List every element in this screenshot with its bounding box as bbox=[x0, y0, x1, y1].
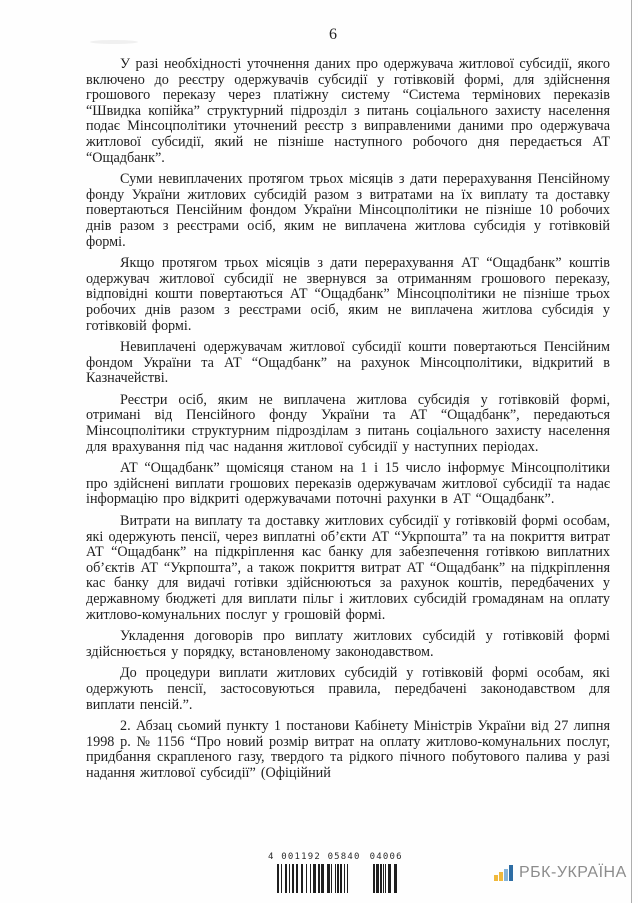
document-body bbox=[86, 57, 610, 788]
barcode-addon-digits: 04006 bbox=[369, 852, 403, 862]
paragraph: До процедури виплати житлових субсидій у готівковій формі особам, які одержують пенсії, застосовуються правила, передбачені законодавством для виплати пенсій.”. bbox=[86, 665, 610, 713]
paragraph: Укладення договорів про виплату житлових субсидій у готівковій формі здійснюється у порядку, встановленому законодавством. bbox=[86, 628, 610, 660]
logo-bar bbox=[494, 875, 498, 881]
barcode bbox=[268, 852, 403, 893]
paragraph: АТ “Ощадбанк” щомісяця станом на 1 і 15 число інформує Мінсоцполітики про здійснені виплати грошових переказів одержувачам житлової субсидії та надає інформацію про відкриті одержувачами поточні рахунки в АТ “Ощадбанк”. bbox=[86, 460, 610, 508]
logo-bar bbox=[509, 865, 513, 881]
barcode-space bbox=[397, 864, 400, 893]
news-agency-watermark bbox=[494, 864, 627, 882]
barcode-main-bars bbox=[277, 864, 351, 893]
paragraph: Витрати на виплату та доставку житлових субсидії у готівковій формі особам, які одержують пенсії, через виплатні об’єкти АТ “Укрпошта” та на покриття витрат АТ “Ощадбанк” на підкріплення кас банку для забезпечення готівкою виплатних об’єктів АТ “Укрпошта”, а також покриття витрат АТ “Ощадбанк” на підкріплення кас банку для видачі готівки здійснюються за рахунок коштів, передбачених у державному бюджеті для виплати пільг і житлових субсидій громадянам на оплату житлово-комунальних послуг у грошовій формі. bbox=[86, 513, 610, 623]
logo-bar bbox=[499, 872, 503, 881]
watermark-label: РБК-УКРАЇНА bbox=[519, 864, 627, 881]
barcode-addon-group bbox=[370, 852, 403, 893]
page-number: 6 bbox=[329, 26, 337, 43]
paragraph: Невиплачені одержувачам житлової субсидії кошти повертаються Пенсійним фондом України та АТ “Ощадбанк” на рахунок Мінсоцполітики, відкритий в Казначействі. bbox=[86, 339, 610, 387]
paragraph: У разі необхідності уточнення даних про одержувача житлової субсидії, якого включено до реєстру одержувачів субсидії у готівковій формі, для здійснення грошового переказу через платіжну систему “Система термінових переказів “Швидка копійка” структурний підрозділ з питань соціального захисту населення подає Мінсоцполітики уточнений реєстр з виправленими даними про одержувача житлової субсидії, який не пізніше наступного робочого дня передається АТ “Ощадбанк”. bbox=[86, 56, 610, 166]
paragraph: Реєстри осіб, яким не виплачена житлова субсидія у готівковій формі, отримані від Пенсійного фонду України та АТ “Ощадбанк”, передаються Мінсоцполітики структурним підрозділам з питань соціального захисту населення для врахування під час надання житлової субсидії у наступних періодах. bbox=[86, 391, 610, 455]
scan-edge-artifact bbox=[631, 0, 632, 903]
bar-chart-logo-icon bbox=[494, 865, 513, 881]
barcode-space bbox=[348, 864, 351, 893]
logo-bar bbox=[504, 869, 508, 881]
barcode-addon-bars bbox=[373, 864, 400, 893]
barcode-main-group bbox=[268, 852, 361, 893]
paragraph: Суми невиплачених протягом трьох місяців з дати перерахування Пенсійному фонду України житлових субсидій разом з витратами на їх виплату та доставку повертаються Пенсійним фондом України Мінсоцполітики не пізніше 10 робочих днів разом з реєстрами осіб, яким не виплачена житлова субсидія у готівковій формі. bbox=[86, 171, 610, 250]
paragraph: Якщо протягом трьох місяців з дати перерахування АТ “Ощадбанк” коштів одержувач житлової субсидії не звернувся за отриманням грошового переказу, відповідні кошти повертаються АТ “Ощадбанк” Мінсоцполітики не пізніше трьох робочих днів разом з реєстрами осіб, яким не виплачена житлова субсидія у готівковій формі. bbox=[86, 255, 610, 334]
paragraph: 2. Абзац сьомий пункту 1 постанови Кабінету Міністрів України від 27 липня 1998 р. № 1156 “Про новий розмір витрат на оплату житлово-комунальних послуг, придбання скрапленого газу, твердого та рідкого пічного побутового палива у разі надання житлової субсидії” (Офіційний bbox=[86, 718, 610, 781]
scan-smudge-artifact bbox=[90, 40, 138, 44]
barcode-main-digits: 4 001192 05840 bbox=[268, 852, 361, 862]
